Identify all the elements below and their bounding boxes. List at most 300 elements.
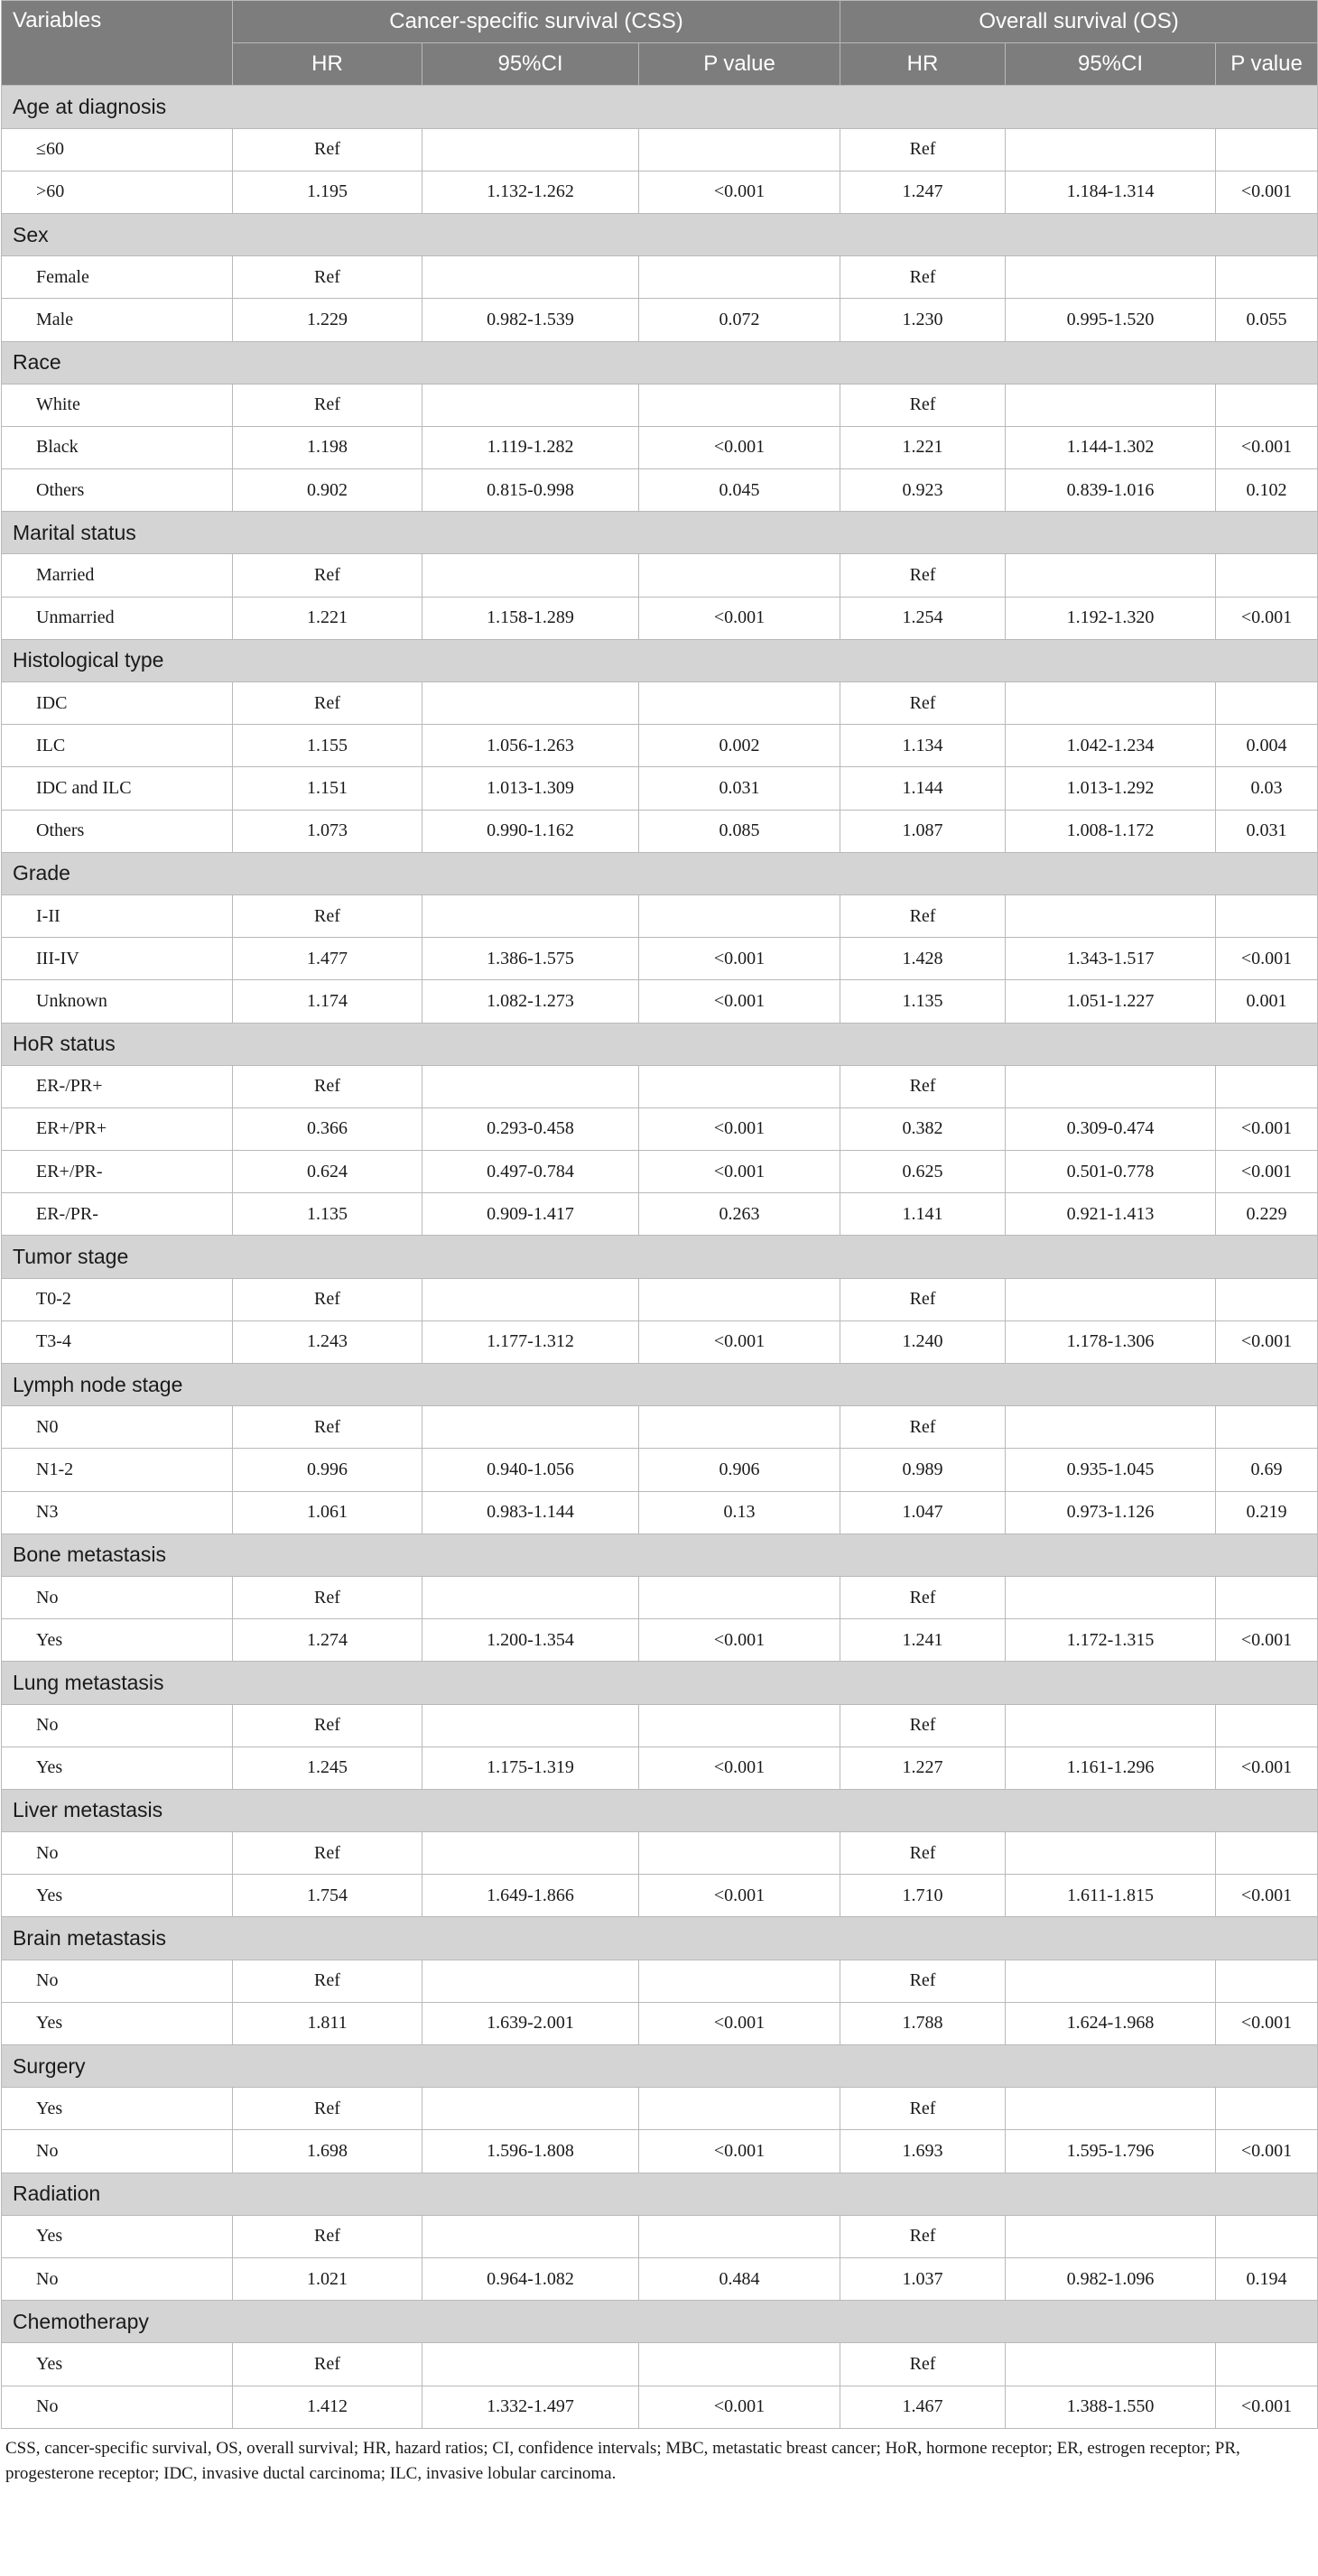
os-p: <0.001 — [1216, 1619, 1318, 1662]
table-row — [2, 426, 1318, 468]
category-label: Age at diagnosis — [2, 86, 1318, 128]
variable-label: ER-/PR- — [2, 1193, 233, 1236]
css-hr: 1.245 — [233, 1747, 422, 1789]
os-ci: 0.839-1.016 — [1006, 469, 1216, 512]
css-ci: 1.649-1.866 — [422, 1875, 639, 1917]
os-p — [1216, 384, 1318, 426]
os-p: <0.001 — [1216, 171, 1318, 213]
table-row — [2, 810, 1318, 852]
css-ci: 0.940-1.056 — [422, 1449, 639, 1491]
css-hr: 1.477 — [233, 938, 422, 980]
os-hr: 1.227 — [840, 1747, 1006, 1789]
os-hr: 1.254 — [840, 597, 1006, 639]
table-row — [2, 2386, 1318, 2428]
css-hr: 1.274 — [233, 1619, 422, 1662]
table-row — [2, 2088, 1318, 2130]
table-row — [2, 1193, 1318, 1236]
os-ci: 0.982-1.096 — [1006, 2257, 1216, 2300]
category-label: Sex — [2, 213, 1318, 255]
css-ci: 1.082-1.273 — [422, 980, 639, 1023]
table-row — [2, 1278, 1318, 1320]
table-header — [2, 1, 1318, 86]
os-hr: 1.134 — [840, 725, 1006, 767]
css-p — [639, 1576, 840, 1618]
css-hr: Ref — [233, 128, 422, 171]
table-row — [2, 1832, 1318, 1875]
css-p: <0.001 — [639, 2130, 840, 2173]
variable-label: Female — [2, 256, 233, 299]
css-p: 0.13 — [639, 1491, 840, 1534]
os-hr: 1.221 — [840, 426, 1006, 468]
variable-label: Yes — [2, 1747, 233, 1789]
css-p — [639, 128, 840, 171]
css-ci: 1.056-1.263 — [422, 725, 639, 767]
variable-label: III-IV — [2, 938, 233, 980]
css-p: <0.001 — [639, 1875, 840, 1917]
variable-label: ER+/PR- — [2, 1151, 233, 1193]
css-p: <0.001 — [639, 1619, 840, 1662]
css-ci — [422, 2088, 639, 2130]
os-hr: 1.047 — [840, 1491, 1006, 1534]
css-hr: 1.135 — [233, 1193, 422, 1236]
css-ci: 0.964-1.082 — [422, 2257, 639, 2300]
os-ci: 1.624-1.968 — [1006, 2002, 1216, 2044]
os-ci: 1.595-1.796 — [1006, 2130, 1216, 2173]
variable-label: Male — [2, 299, 233, 341]
variable-label: ILC — [2, 725, 233, 767]
css-hr: Ref — [233, 554, 422, 597]
css-ci: 0.497-0.784 — [422, 1151, 639, 1193]
css-ci — [422, 256, 639, 299]
table-row — [2, 1576, 1318, 1618]
os-hr-header: HR — [840, 43, 1006, 86]
css-ci-header: 95%CI — [422, 43, 639, 86]
table-row — [2, 2257, 1318, 2300]
os-ci: 1.161-1.296 — [1006, 1747, 1216, 1789]
variable-label: Black — [2, 426, 233, 468]
os-hr: 1.141 — [840, 1193, 1006, 1236]
table-row — [2, 128, 1318, 171]
os-hr: Ref — [840, 1278, 1006, 1320]
css-p: 0.072 — [639, 299, 840, 341]
variables-header: Variables — [2, 1, 233, 86]
css-ci: 1.177-1.312 — [422, 1320, 639, 1363]
variable-label: Others — [2, 810, 233, 852]
variable-label: ≤60 — [2, 128, 233, 171]
css-ci: 1.013-1.309 — [422, 767, 639, 810]
css-hr: Ref — [233, 2343, 422, 2386]
table-row — [2, 469, 1318, 512]
os-p: <0.001 — [1216, 1151, 1318, 1193]
css-ci — [422, 1576, 639, 1618]
css-hr: 1.811 — [233, 2002, 422, 2044]
css-hr: 0.366 — [233, 1107, 422, 1150]
os-hr: Ref — [840, 682, 1006, 725]
os-p-header: P value — [1216, 43, 1318, 86]
category-label: Grade — [2, 852, 1318, 894]
os-hr: Ref — [840, 384, 1006, 426]
css-p: 0.031 — [639, 767, 840, 810]
css-p: 0.045 — [639, 469, 840, 512]
category-label: Chemotherapy — [2, 2301, 1318, 2343]
os-p: 0.001 — [1216, 980, 1318, 1023]
table-row — [2, 1491, 1318, 1534]
css-p — [639, 2215, 840, 2257]
variable-label: No — [2, 1832, 233, 1875]
variable-label: ER+/PR+ — [2, 1107, 233, 1150]
category-label: Tumor stage — [2, 1236, 1318, 1278]
os-p — [1216, 1576, 1318, 1618]
css-hr: 1.221 — [233, 597, 422, 639]
category-label: Radiation — [2, 2173, 1318, 2215]
category-row — [2, 2301, 1318, 2343]
css-p-header: P value — [639, 43, 840, 86]
css-p: <0.001 — [639, 1747, 840, 1789]
table-row — [2, 2002, 1318, 2044]
os-ci — [1006, 554, 1216, 597]
os-ci — [1006, 2343, 1216, 2386]
variable-label: Yes — [2, 1619, 233, 1662]
variable-label: No — [2, 1960, 233, 2002]
css-ci — [422, 1832, 639, 1875]
category-row — [2, 1023, 1318, 1065]
category-row — [2, 213, 1318, 255]
os-p: <0.001 — [1216, 1875, 1318, 1917]
css-p — [639, 1832, 840, 1875]
css-p — [639, 554, 840, 597]
css-ci — [422, 2215, 639, 2257]
os-ci — [1006, 894, 1216, 937]
os-p — [1216, 128, 1318, 171]
os-p: <0.001 — [1216, 1320, 1318, 1363]
css-p: <0.001 — [639, 171, 840, 213]
variable-label: No — [2, 2386, 233, 2428]
css-hr: Ref — [233, 1704, 422, 1747]
os-p: 0.219 — [1216, 1491, 1318, 1534]
css-ci — [422, 1704, 639, 1747]
os-hr: Ref — [840, 1576, 1006, 1618]
os-hr: Ref — [840, 1960, 1006, 2002]
os-ci: 1.172-1.315 — [1006, 1619, 1216, 1662]
category-label: Histological type — [2, 639, 1318, 681]
css-ci — [422, 1406, 639, 1449]
category-label: Lymph node stage — [2, 1364, 1318, 1406]
css-ci: 1.386-1.575 — [422, 938, 639, 980]
os-hr: Ref — [840, 1832, 1006, 1875]
os-p — [1216, 1832, 1318, 1875]
os-hr: 1.135 — [840, 980, 1006, 1023]
variable-label: Yes — [2, 2002, 233, 2044]
category-row — [2, 1534, 1318, 1576]
os-p — [1216, 1960, 1318, 2002]
table-row — [2, 1619, 1318, 1662]
table-row — [2, 171, 1318, 213]
os-ci: 1.184-1.314 — [1006, 171, 1216, 213]
css-hr: 1.151 — [233, 767, 422, 810]
table-row — [2, 1449, 1318, 1491]
os-ci — [1006, 1406, 1216, 1449]
os-hr: 1.230 — [840, 299, 1006, 341]
css-hr: 1.243 — [233, 1320, 422, 1363]
css-hr: 1.174 — [233, 980, 422, 1023]
os-p: <0.001 — [1216, 597, 1318, 639]
css-ci: 1.639-2.001 — [422, 2002, 639, 2044]
os-hr: Ref — [840, 128, 1006, 171]
category-row — [2, 1236, 1318, 1278]
css-hr: 0.996 — [233, 1449, 422, 1491]
css-hr: 1.412 — [233, 2386, 422, 2428]
os-p — [1216, 1704, 1318, 1747]
variable-label: N3 — [2, 1491, 233, 1534]
os-p — [1216, 256, 1318, 299]
css-p: <0.001 — [639, 2386, 840, 2428]
category-label: Brain metastasis — [2, 1917, 1318, 1960]
os-hr: 1.428 — [840, 938, 1006, 980]
css-hr: 1.195 — [233, 171, 422, 213]
table-row — [2, 597, 1318, 639]
os-p: <0.001 — [1216, 426, 1318, 468]
os-ci: 1.013-1.292 — [1006, 767, 1216, 810]
os-ci — [1006, 256, 1216, 299]
os-p — [1216, 1278, 1318, 1320]
variable-label: T0-2 — [2, 1278, 233, 1320]
category-row — [2, 852, 1318, 894]
results-table — [1, 0, 1318, 2429]
os-ci — [1006, 2088, 1216, 2130]
css-p: <0.001 — [639, 1151, 840, 1193]
os-p: 0.031 — [1216, 810, 1318, 852]
os-p: <0.001 — [1216, 2130, 1318, 2173]
css-p — [639, 2343, 840, 2386]
css-hr: Ref — [233, 1406, 422, 1449]
os-ci: 1.144-1.302 — [1006, 426, 1216, 468]
table-body — [2, 86, 1318, 2428]
os-hr: Ref — [840, 1704, 1006, 1747]
css-ci: 1.332-1.497 — [422, 2386, 639, 2428]
variable-label: White — [2, 384, 233, 426]
css-ci — [422, 1960, 639, 2002]
table-row — [2, 1107, 1318, 1150]
variable-label: Others — [2, 469, 233, 512]
table-row — [2, 554, 1318, 597]
css-p: 0.002 — [639, 725, 840, 767]
os-ci — [1006, 1704, 1216, 1747]
os-hr: 1.467 — [840, 2386, 1006, 2428]
os-hr: 1.693 — [840, 2130, 1006, 2173]
os-ci: 1.388-1.550 — [1006, 2386, 1216, 2428]
css-hr: Ref — [233, 384, 422, 426]
category-label: Liver metastasis — [2, 1789, 1318, 1831]
os-group-header: Overall survival (OS) — [840, 1, 1318, 43]
table-row — [2, 1320, 1318, 1363]
os-ci: 1.343-1.517 — [1006, 938, 1216, 980]
css-hr: 1.061 — [233, 1491, 422, 1534]
os-p — [1216, 2088, 1318, 2130]
css-hr: 1.754 — [233, 1875, 422, 1917]
css-p: <0.001 — [639, 2002, 840, 2044]
css-group-header: Cancer-specific survival (CSS) — [233, 1, 840, 43]
css-p: <0.001 — [639, 426, 840, 468]
css-p: <0.001 — [639, 1320, 840, 1363]
variable-label: No — [2, 2257, 233, 2300]
category-label: Marital status — [2, 512, 1318, 554]
css-hr: 1.698 — [233, 2130, 422, 2173]
variable-label: Married — [2, 554, 233, 597]
css-p — [639, 1278, 840, 1320]
css-hr: 1.198 — [233, 426, 422, 468]
css-p: <0.001 — [639, 597, 840, 639]
css-ci — [422, 1065, 639, 1107]
os-p: <0.001 — [1216, 938, 1318, 980]
css-p: <0.001 — [639, 938, 840, 980]
os-hr: Ref — [840, 1406, 1006, 1449]
css-p: 0.263 — [639, 1193, 840, 1236]
os-ci: 0.973-1.126 — [1006, 1491, 1216, 1534]
css-ci: 0.982-1.539 — [422, 299, 639, 341]
os-p: <0.001 — [1216, 1747, 1318, 1789]
css-p — [639, 1704, 840, 1747]
table-row — [2, 1065, 1318, 1107]
table-row — [2, 2343, 1318, 2386]
css-p — [639, 384, 840, 426]
os-hr: 1.788 — [840, 2002, 1006, 2044]
category-row — [2, 2173, 1318, 2215]
variable-label: Unmarried — [2, 597, 233, 639]
os-hr: 1.240 — [840, 1320, 1006, 1363]
variable-label: ER-/PR+ — [2, 1065, 233, 1107]
css-p — [639, 1960, 840, 2002]
css-hr: Ref — [233, 1576, 422, 1618]
os-ci — [1006, 682, 1216, 725]
os-ci: 0.501-0.778 — [1006, 1151, 1216, 1193]
css-p — [639, 2088, 840, 2130]
os-p — [1216, 1406, 1318, 1449]
table-row — [2, 1151, 1318, 1193]
css-hr: 1.021 — [233, 2257, 422, 2300]
category-row — [2, 2045, 1318, 2088]
table-row — [2, 2215, 1318, 2257]
css-hr: 0.624 — [233, 1151, 422, 1193]
variable-label: N1-2 — [2, 1449, 233, 1491]
table-footnote: CSS, cancer-specific survival, OS, overall survival; HR, hazard ratios; CI, confidence intervals; MBC, metastatic breast cancer; HoR, hormone receptor; ER, estrogen receptor; PR, progesterone receptor; IDC, invasive ductal carcinoma; ILC, invasive lobular carcinoma. — [5, 2438, 1240, 2483]
os-ci: 1.042-1.234 — [1006, 725, 1216, 767]
css-hr: 0.902 — [233, 469, 422, 512]
table-row — [2, 299, 1318, 341]
css-ci — [422, 2343, 639, 2386]
os-ci: 1.051-1.227 — [1006, 980, 1216, 1023]
css-ci — [422, 894, 639, 937]
css-p — [639, 256, 840, 299]
os-hr: 1.144 — [840, 767, 1006, 810]
css-hr: Ref — [233, 256, 422, 299]
category-row — [2, 639, 1318, 681]
variable-label: No — [2, 2130, 233, 2173]
css-hr: 1.155 — [233, 725, 422, 767]
css-ci: 0.983-1.144 — [422, 1491, 639, 1534]
os-ci — [1006, 1065, 1216, 1107]
css-hr: Ref — [233, 682, 422, 725]
os-p: <0.001 — [1216, 2002, 1318, 2044]
variable-label: N0 — [2, 1406, 233, 1449]
table-row — [2, 1960, 1318, 2002]
table-row — [2, 1747, 1318, 1789]
css-ci: 0.293-0.458 — [422, 1107, 639, 1150]
os-ci: 0.995-1.520 — [1006, 299, 1216, 341]
category-row — [2, 1789, 1318, 1831]
variable-label: Yes — [2, 2088, 233, 2130]
os-hr: Ref — [840, 256, 1006, 299]
os-p: 0.055 — [1216, 299, 1318, 341]
category-label: Surgery — [2, 2045, 1318, 2088]
css-hr: Ref — [233, 2215, 422, 2257]
table-row — [2, 1875, 1318, 1917]
os-p: <0.001 — [1216, 2386, 1318, 2428]
category-label: Race — [2, 341, 1318, 384]
css-hr: 1.229 — [233, 299, 422, 341]
os-ci-header: 95%CI — [1006, 43, 1216, 86]
os-ci — [1006, 1832, 1216, 1875]
os-ci: 1.008-1.172 — [1006, 810, 1216, 852]
os-p: 0.69 — [1216, 1449, 1318, 1491]
variable-label: I-II — [2, 894, 233, 937]
css-ci — [422, 682, 639, 725]
os-ci: 1.178-1.306 — [1006, 1320, 1216, 1363]
css-p: 0.484 — [639, 2257, 840, 2300]
category-row — [2, 1917, 1318, 1960]
os-hr: 0.923 — [840, 469, 1006, 512]
css-p: 0.085 — [639, 810, 840, 852]
css-hr: Ref — [233, 1278, 422, 1320]
os-ci: 1.611-1.815 — [1006, 1875, 1216, 1917]
css-ci: 0.815-0.998 — [422, 469, 639, 512]
os-ci: 0.935-1.045 — [1006, 1449, 1216, 1491]
os-hr: Ref — [840, 2343, 1006, 2386]
os-ci — [1006, 1960, 1216, 2002]
os-ci — [1006, 128, 1216, 171]
table-row — [2, 1704, 1318, 1747]
variable-label: Unknown — [2, 980, 233, 1023]
os-p: 0.229 — [1216, 1193, 1318, 1236]
os-p — [1216, 682, 1318, 725]
variable-label: Yes — [2, 1875, 233, 1917]
css-ci: 1.596-1.808 — [422, 2130, 639, 2173]
os-hr: 0.989 — [840, 1449, 1006, 1491]
css-p — [639, 894, 840, 937]
os-hr: 1.247 — [840, 171, 1006, 213]
css-hr-header: HR — [233, 43, 422, 86]
category-label: Lung metastasis — [2, 1662, 1318, 1704]
os-p: 0.194 — [1216, 2257, 1318, 2300]
table-row — [2, 767, 1318, 810]
css-p: <0.001 — [639, 980, 840, 1023]
os-ci: 0.921-1.413 — [1006, 1193, 1216, 1236]
table-row — [2, 682, 1318, 725]
css-p: 0.906 — [639, 1449, 840, 1491]
table-row — [2, 256, 1318, 299]
os-hr: Ref — [840, 2088, 1006, 2130]
css-ci — [422, 128, 639, 171]
table-row — [2, 2130, 1318, 2173]
os-hr: 1.037 — [840, 2257, 1006, 2300]
table-row — [2, 980, 1318, 1023]
css-ci: 1.119-1.282 — [422, 426, 639, 468]
css-ci — [422, 1278, 639, 1320]
os-hr: 1.241 — [840, 1619, 1006, 1662]
variable-label: No — [2, 1576, 233, 1618]
table-row — [2, 725, 1318, 767]
os-hr: Ref — [840, 894, 1006, 937]
category-row — [2, 512, 1318, 554]
